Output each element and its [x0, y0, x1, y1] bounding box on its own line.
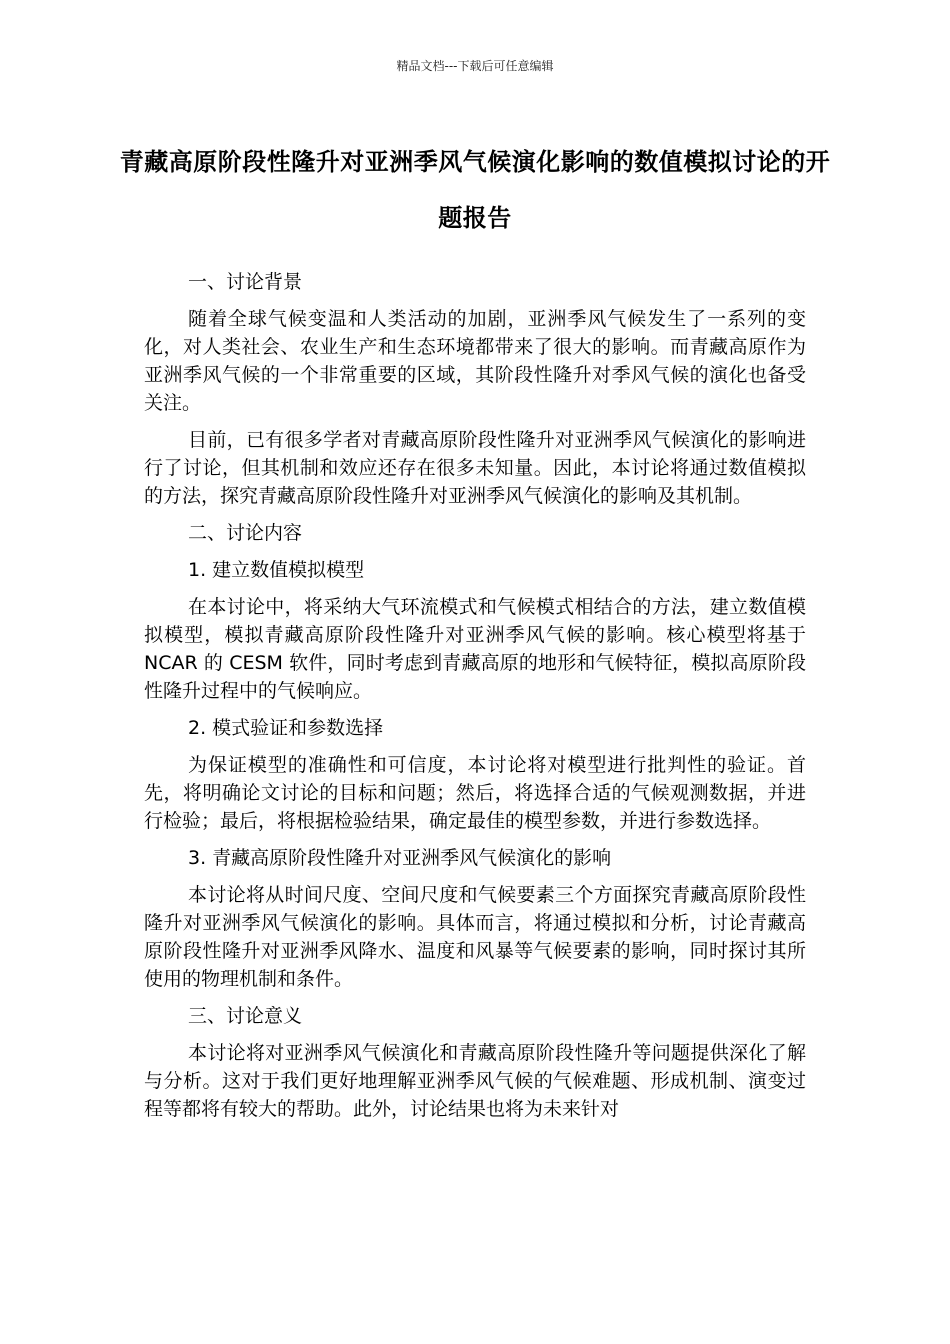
document-body	[144, 268, 806, 1132]
subsection-heading: 3. 青藏高原阶段性隆升对亚洲季风气候演化的影响	[188, 847, 612, 869]
section-heading-significance: 三、讨论意义	[188, 1005, 303, 1027]
section-heading-content: 二、讨论内容	[188, 522, 303, 544]
paragraph: 为保证模型的准确性和可信度，本讨论将对模型进行批判性的验证。首先，将明确论文讨论的目标和问题；然后，将选择合适的气候观测数据，并进行检验；最后，将根据检验结果，确定最佳的模型参数，并进行参数选择。	[144, 754, 806, 832]
paragraph: 本讨论将从时间尺度、空间尺度和气候要素三个方面探究青藏高原阶段性隆升对亚洲季风气候演化的影响。具体而言，将通过模拟和分析，讨论青藏高原阶段性隆升对亚洲季风降水、温度和风暴等气候要素的影响，同时探讨其所使用的物理机制和条件。	[144, 884, 806, 990]
subsection-heading: 1. 建立数值模拟模型	[188, 559, 365, 581]
header-note: 精品文档---下载后可任意编辑	[396, 59, 554, 73]
paragraph: 目前，已有很多学者对青藏高原阶段性隆升对亚洲季风气候演化的影响进行了讨论，但其机制和效应还存在很多未知量。因此，本讨论将通过数值模拟的方法，探究青藏高原阶段性隆升对亚洲季风气候演化的影响及其机制。	[144, 429, 806, 507]
paragraph: 本讨论将对亚洲季风气候演化和青藏高原阶段性隆升等问题提供深化了解与分析。这对于我们更好地理解亚洲季风气候的气候难题、形成机制、演变过程等都将有较大的帮助。此外，讨论结果也将为未来针对	[144, 1042, 806, 1120]
subsection-heading: 2. 模式验证和参数选择	[188, 717, 384, 739]
section-heading-background: 一、讨论背景	[188, 271, 303, 293]
paragraph: 随着全球气候变温和人类活动的加剧，亚洲季风气候发生了一系列的变化，对人类社会、农业生产和生态环境都带来了很大的影响。而青藏高原作为亚洲季风气候的一个非常重要的区域，其阶段性隆升对季风气候的演化也备受关注。	[144, 308, 806, 414]
document-title: 青藏高原阶段性隆升对亚洲季风气候演化影响的数值模拟讨论的开题报告	[119, 148, 831, 232]
paragraph: 在本讨论中，将采纳大气环流模式和气候模式相结合的方法，建立数值模拟模型，模拟青藏高原阶段性隆升对亚洲季风气候的影响。核心模型将基于 NCAR 的 CESM 软件，同时考虑到青藏高原的地形和气候特征，模拟高原阶段性隆升过程中的气候响应。	[144, 596, 806, 702]
